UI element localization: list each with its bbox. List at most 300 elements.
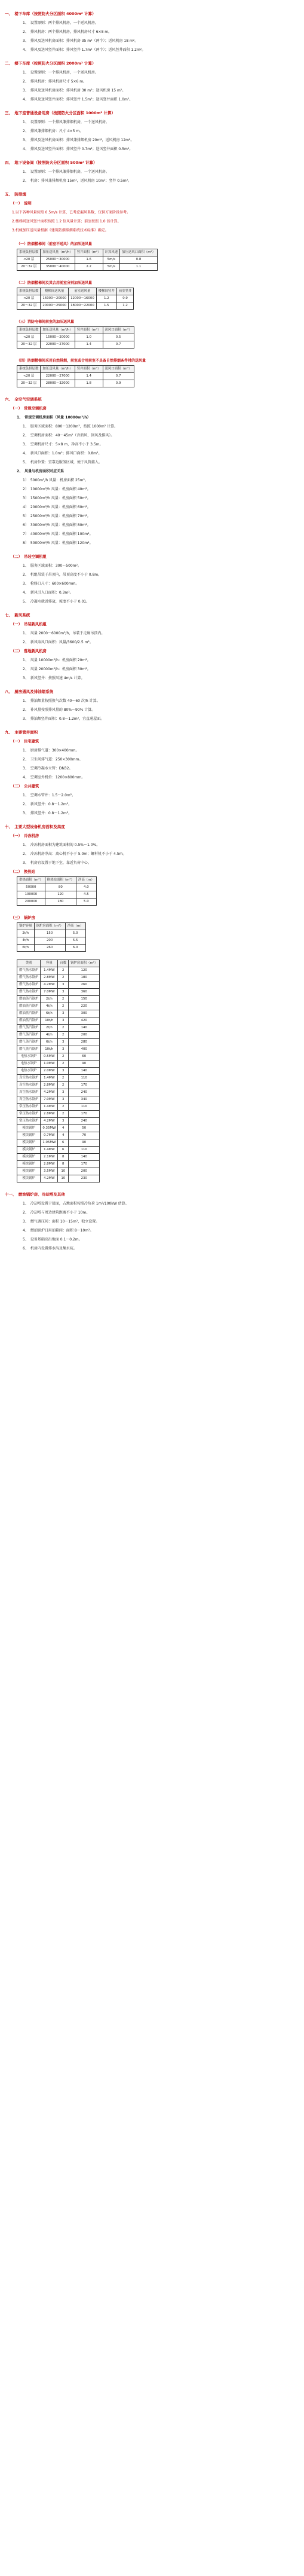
- table-header-cell: 供热面积（m²）: [17, 877, 45, 884]
- table-cell: 0.7: [103, 341, 134, 349]
- paragraph-line: 2、 空调机房面积：40～45m²（含新风、回风及排风）。: [23, 433, 115, 438]
- table-cell: 12000～16000: [69, 295, 97, 302]
- section-heading: 二、 楼下车库（按照防火分区面积 2000m² 计算）: [5, 61, 96, 66]
- table-row: [17, 884, 97, 891]
- table-row: [17, 1132, 100, 1139]
- table-cell: 260: [34, 945, 65, 952]
- table-cell: 4: [58, 1125, 69, 1132]
- paragraph-line: 3、 机房宜设置于地下室，靠近负荷中心。: [23, 861, 91, 865]
- table-cell: 1.4: [75, 373, 103, 380]
- table-cell: 燃气热水锅炉: [17, 982, 41, 989]
- table-header-row: [17, 327, 134, 334]
- paragraph-line: 1、 排油烟量按照换气次数 40～60 次/h 计算。: [23, 699, 100, 703]
- table-cell: 2: [58, 1082, 69, 1089]
- table-header-cell: 换热站面积（m²）: [45, 877, 76, 884]
- table-cell: 170: [69, 1082, 100, 1089]
- table-cell: 2: [58, 1003, 69, 1010]
- table-header-cell: 容量: [41, 960, 58, 967]
- table-cell: 25000～30000: [41, 256, 75, 264]
- table-header-cell: 系统负担层数: [17, 366, 41, 373]
- table-cell: 120: [69, 967, 100, 974]
- table-cell: 2: [58, 1075, 69, 1082]
- table-header-row: [17, 288, 134, 295]
- paragraph-line: 2、 排风机房：两个排风机房，排风机房尺寸 6×8 m。: [23, 30, 112, 34]
- section-heading: 一、 楼下车库（按照防火分区面积 4000m² 计算）: [5, 11, 96, 16]
- table-row: [17, 1089, 100, 1096]
- table-caption: （三）消防电梯间前室的加压送风量: [17, 320, 75, 324]
- table-cell: 燃气热水锅炉: [17, 974, 41, 982]
- table-cell: 4.2MW: [41, 982, 58, 989]
- table-row: [17, 302, 134, 310]
- table-row: [17, 899, 97, 906]
- table-cell: 8: [58, 1161, 69, 1168]
- table-cell: 28000～32000: [41, 380, 75, 387]
- table-cell: 50000: [17, 884, 45, 891]
- table-cell: 4t/h: [41, 1032, 58, 1039]
- table-row: [17, 264, 158, 271]
- table-cell: 10: [58, 1175, 69, 1182]
- table-cell: 模块锅炉: [17, 1161, 41, 1168]
- table-cell: 60: [69, 1053, 100, 1061]
- table-cell: 6t/h: [41, 1039, 58, 1046]
- table-cell: 360: [69, 989, 100, 996]
- table-header-cell: 竖井面积（m²）: [75, 249, 103, 256]
- table-cell: 90: [69, 1061, 100, 1068]
- table-row: [17, 937, 86, 945]
- table-header-row: [17, 960, 100, 967]
- table-cell: 2: [58, 974, 69, 982]
- table-cell: 6t/h: [41, 1010, 58, 1017]
- table-cell: 7.0MW: [41, 989, 58, 996]
- subsection-heading: （一） 冷冻机房: [11, 834, 39, 838]
- table-cell: 35000～40000: [41, 264, 75, 271]
- table-row: [17, 1154, 100, 1161]
- table-cell: 燃气蒸汽锅炉: [17, 1039, 41, 1046]
- table-cell: 3: [58, 1118, 69, 1125]
- table-cell: 0.8: [120, 256, 158, 264]
- table-cell: 140: [69, 1025, 100, 1032]
- table-header-row: [17, 923, 86, 930]
- table-cell: 2.1MW: [41, 1154, 58, 1161]
- table-cell: 模块锅炉: [17, 1132, 41, 1139]
- table-cell: 420: [69, 1017, 100, 1025]
- data-table: [17, 922, 86, 952]
- table-cell: 电热水锅炉: [17, 1061, 41, 1068]
- table-cell: 200: [69, 1032, 100, 1039]
- table-header-cell: 计算风速: [103, 249, 120, 256]
- table-cell: 400: [69, 1046, 100, 1053]
- table-cell: 20～32 层: [17, 380, 41, 387]
- table-cell: 180: [69, 974, 100, 982]
- table-cell: 200000: [17, 899, 45, 906]
- table-cell: 3: [58, 1039, 69, 1046]
- table-cell: 260: [69, 982, 100, 989]
- subsection-heading: （三） 锅炉房: [11, 916, 35, 920]
- paragraph-line: 1、 风量 10000m³/h：机房面积 20m²。: [23, 658, 91, 662]
- table-cell: 4.2MW: [41, 1118, 58, 1125]
- table-cell: 2t/h: [41, 996, 58, 1003]
- table-header-cell: 系统负担层数: [17, 249, 41, 256]
- table-t7: [17, 959, 100, 1182]
- table-cell: 5m/s: [103, 264, 120, 271]
- table-cell: 2: [58, 1104, 69, 1111]
- table-cell: 7.0MW: [41, 1096, 58, 1104]
- table-cell: 1.6: [75, 256, 103, 264]
- table-t6: [17, 922, 86, 952]
- table-cell: 模块锅炉: [17, 1154, 41, 1161]
- table-cell: 0.7MW: [41, 1132, 58, 1139]
- table-header-cell: 加压送风量（m³/h）: [41, 327, 75, 334]
- paragraph-line: 2、 新风竖井：0.8～1.2m²。: [23, 802, 72, 806]
- table-row: [17, 1039, 100, 1046]
- table-t1: [17, 249, 158, 271]
- table-cell: 2: [58, 1053, 69, 1061]
- table-cell: 3: [58, 1017, 69, 1025]
- table-cell: 50: [69, 1125, 100, 1132]
- table-header-cell: 类别: [17, 960, 41, 967]
- table-caption: （四）防烟楼梯间采用自然排烟，前室或合用前室不具备自然排烟条件时的送风量: [17, 359, 146, 363]
- section-heading: 十、 主要大型设备机房面积及高度: [5, 824, 65, 829]
- paragraph-line: 6） 30000m³/h 风量：机房面积 80m²。: [23, 523, 91, 527]
- table-row: [17, 982, 100, 989]
- table-row: [17, 1139, 100, 1147]
- section-heading: 三、 地下室普通设备用房（按照防火分区面积 1000m² 计算）: [5, 111, 115, 115]
- paragraph-line: 6、 机房内设置排水沟及集水坑。: [23, 1246, 77, 1251]
- note-line: 1.以下各种风量按照 0.5m/s 计算，已考虑漏风系数，仅供方案阶段参考。: [12, 210, 131, 215]
- table-cell: 1.05MW: [41, 1139, 58, 1147]
- table-cell: 3: [58, 1010, 69, 1017]
- table-cell: 280: [69, 1039, 100, 1046]
- table-cell: 18000～22000: [69, 302, 97, 310]
- table-cell: 10: [58, 1168, 69, 1175]
- table-header-cell: 楼梯间送风量: [41, 288, 69, 295]
- table-cell: 100000: [17, 891, 45, 899]
- table-cell: 3: [58, 1089, 69, 1096]
- subsection-heading: （一） 常规空调机房: [11, 407, 47, 411]
- table-row: [17, 1118, 100, 1125]
- paragraph-line: 2、 机组吊装于吊顶内，吊顶高度不小于 0.8m。: [23, 573, 102, 577]
- section-heading: 六、 全空气空调系统: [5, 397, 42, 402]
- paragraph-line: 4、 排风及送风竖井面积：排风竖井 1.5m²；送风竖井面积 1.0m²。: [23, 97, 133, 102]
- table-cell: 3: [58, 1068, 69, 1075]
- table-cell: 真空热水锅炉: [17, 1082, 41, 1089]
- sub-subsection-heading: 1、 常规空调机房面积（风量 10000m³/h）: [17, 415, 91, 420]
- table-cell: 模块锅炉: [17, 1139, 41, 1147]
- table-header-cell: 送风口面积（m²）: [103, 366, 134, 373]
- table-cell: <20 层: [17, 256, 41, 264]
- table-cell: 模块锅炉: [17, 1125, 41, 1132]
- table-row: [17, 930, 86, 937]
- table-cell: 6.0: [65, 945, 85, 952]
- table-cell: 110: [69, 1104, 100, 1111]
- table-cell: 燃油蒸汽锅炉: [17, 996, 41, 1003]
- table-header-row: [17, 877, 97, 884]
- table-cell: 3: [58, 1046, 69, 1053]
- table-cell: 1.0: [75, 334, 103, 341]
- table-cell: 230: [69, 1175, 100, 1182]
- paragraph-line: 3、 排风及送风机房面积：排风机房 35 m²（两个）；送风机房 18 m²。: [23, 39, 139, 43]
- table-cell: 真空热水锅炉: [17, 1075, 41, 1082]
- table-row: [17, 1046, 100, 1053]
- paragraph-line: 8） 50000m³/h 风量：机房面积 120m²。: [23, 541, 93, 545]
- table-row: [17, 1003, 100, 1010]
- table-cell: 5.0: [76, 899, 96, 906]
- paragraph-line: 3、 检修口尺寸：600×600mm。: [23, 582, 79, 586]
- table-cell: 模块锅炉: [17, 1175, 41, 1182]
- table-cell: 模块锅炉: [17, 1147, 41, 1154]
- table-cell: 140: [69, 1154, 100, 1161]
- table-cell: 2t/h: [17, 930, 35, 937]
- table-header-cell: 加压送风量（m³/h）: [41, 366, 75, 373]
- table-row: [17, 334, 134, 341]
- subsection-heading: （二） 换热站: [11, 870, 35, 874]
- paragraph-line: 2、 卫生间排气道：250×300mm。: [23, 757, 83, 762]
- table-row: [17, 1147, 100, 1154]
- table-header-cell: 送风口面积（m²）: [103, 327, 134, 334]
- table-row: [17, 1032, 100, 1039]
- table-cell: 300: [69, 1010, 100, 1017]
- table-cell: 0.9: [116, 295, 134, 302]
- table-cell: 90: [69, 1139, 100, 1147]
- data-table: [17, 876, 97, 906]
- table-cell: 8: [58, 1154, 69, 1161]
- table-cell: 20～32 层: [17, 264, 41, 271]
- table-header-cell: 锅炉房面积（m²）: [69, 960, 100, 967]
- table-cell: 2: [58, 1061, 69, 1068]
- table-header-cell: 加压送风量（m³/h）: [41, 249, 75, 256]
- table-cell: 2: [58, 1111, 69, 1118]
- table-cell: 150: [34, 930, 65, 937]
- table-cell: 3: [58, 982, 69, 989]
- paragraph-line: 2、 排风兼排烟机房：尺寸 4×5 m。: [23, 129, 84, 133]
- table-row: [17, 1068, 100, 1075]
- paragraph-line: 4、 燃油锅炉日用油箱间：面积 8～10m²。: [23, 1229, 94, 1233]
- paragraph-line: 1、 冷却塔设置于屋面，占地面积按照冷负荷 1m²/100kW 估算。: [23, 1202, 129, 1206]
- paragraph-line: 2、 机房：排风兼排烟机房 15m²，送风机房 10m²；竖井 0.5m²。: [23, 179, 132, 183]
- table-cell: 10t/h: [41, 1046, 58, 1053]
- table-row: [17, 1168, 100, 1175]
- table-row: [17, 967, 100, 974]
- table-header-cell: 前室送风量: [69, 288, 97, 295]
- table-cell: 22000～27000: [41, 341, 75, 349]
- table-header-cell: 系统负担层数: [17, 288, 41, 295]
- table-cell: 15000～20000: [41, 334, 75, 341]
- table-caption: （一）防烟楼梯间（前室不送风）的加压送风量: [17, 242, 93, 246]
- paragraph-line: 3、 新风竖井：按照风速 4m/s 计算。: [23, 676, 85, 680]
- subsection-heading: （二） 落地新风机房: [11, 649, 47, 653]
- table-cell: 180: [45, 899, 76, 906]
- paragraph-line: 4、 新风引入口面积：0.3m²。: [23, 591, 73, 595]
- table-cell: 5.0: [65, 930, 85, 937]
- paragraph-line: 1、 服务区域面积：300～500m²。: [23, 564, 81, 568]
- paragraph-line: 5、 机房位置：宜靠近服务区域，便于风管接入。: [23, 460, 102, 465]
- table-cell: 70: [69, 1132, 100, 1139]
- paragraph-line: 4、 排风及送风竖井面积：排风竖井 0.7m²；送风竖井面积 0.5m²。: [23, 147, 133, 151]
- table-cell: 燃油蒸汽锅炉: [17, 1010, 41, 1017]
- table-cell: 2: [58, 1032, 69, 1039]
- table-caption: （二）防烟楼梯间及其合用前室分别加压送风量: [17, 281, 93, 285]
- section-heading: 五、 防排烟: [5, 192, 26, 197]
- paragraph-line: 3、 空调机房尺寸：5×8 m，净高不小于 3.5m。: [23, 442, 103, 447]
- table-cell: 1.2: [116, 302, 134, 310]
- table-cell: 0.5MW: [41, 1053, 58, 1061]
- table-cell: 20000～25000: [41, 302, 69, 310]
- paragraph-line: 4、 新风口面积：1.0m²；排风口面积：0.8m²。: [23, 451, 102, 456]
- table-cell: 340: [69, 1096, 100, 1104]
- paragraph-line: 1、 服务区域面积：800～1200m²，按照 1000m² 计算。: [23, 424, 118, 429]
- table-cell: 170: [69, 1161, 100, 1168]
- table-cell: 5.5: [65, 937, 85, 945]
- paragraph-line: 4、 排风及送风竖井面积：排风竖井 1.7m²（两个）；送风竖井面积 1.2m²。: [23, 48, 146, 52]
- table-cell: 0.5: [103, 334, 134, 341]
- data-table: [17, 249, 158, 271]
- note-line: 2.楼梯间送风竖井面积按照 1.2 倍风量计算；前室按照 1.0 倍计算。: [12, 219, 121, 224]
- table-cell: 110: [69, 1147, 100, 1154]
- table-header-cell: 台数: [58, 960, 69, 967]
- table-cell: 4.2MW: [41, 1089, 58, 1096]
- paragraph-line: 1、 风量 2000～6000m³/h，吊装于走廊吊顶内。: [23, 631, 105, 635]
- table-cell: 燃气蒸汽锅炉: [17, 1025, 41, 1032]
- section-heading: 八、 厨房通风及排油烟系统: [5, 689, 54, 694]
- table-cell: 2.8MW: [41, 1161, 58, 1168]
- table-cell: 0.9: [103, 380, 134, 387]
- table-cell: 0.7: [103, 373, 134, 380]
- table-cell: 1.4MW: [41, 1075, 58, 1082]
- table-row: [17, 1125, 100, 1132]
- table-cell: 1.4MW: [41, 1104, 58, 1111]
- table-cell: 燃油蒸汽锅炉: [17, 1017, 41, 1025]
- table-row: [17, 1061, 100, 1068]
- paragraph-line: 5、 冷凝水就近排放，坡度不小于 0.01。: [23, 600, 90, 604]
- table-cell: 240: [69, 1118, 100, 1125]
- subsection-heading: （二） 吊装空调机组: [11, 555, 47, 559]
- table-t3: [17, 326, 134, 349]
- table-cell: 4t/h: [41, 1003, 58, 1010]
- section-heading: 十一、 燃油锅炉房、冷却塔及其他: [5, 1192, 65, 1197]
- paragraph-line: 1、 空调水管井：1.5～2.0m²。: [23, 793, 76, 797]
- table-cell: 6: [58, 1139, 69, 1147]
- table-cell: 燃气热水锅炉: [17, 989, 41, 996]
- table-row: [17, 1082, 100, 1089]
- paragraph-line: 3、 排风及送风机房面积：排风机房 30 m²；送风机房 15 m²。: [23, 88, 126, 93]
- paragraph-line: 3、 燃气调压间：面积 10～15m²，独立设置。: [23, 1220, 100, 1224]
- table-cell: 20～32 层: [17, 341, 41, 349]
- table-header-cell: 锅炉容量: [17, 923, 35, 930]
- table-cell: 1.4: [75, 341, 103, 349]
- subsection-heading: （一） 说明: [11, 201, 32, 206]
- paragraph-line: 2、 补风量按照排风量的 80%～90% 计算。: [23, 708, 96, 712]
- paragraph-line: 3、 空调冷凝水立管：DN32。: [23, 766, 73, 771]
- note-line: 3.机械加压送风量根据《建筑防烟排烟系统技术标准》确定。: [12, 228, 109, 233]
- table-header-cell: 加压送风口面积（m²）: [120, 249, 158, 256]
- table-t4: [17, 365, 134, 387]
- table-cell: 常压热水锅炉: [17, 1111, 41, 1118]
- table-cell: 200: [34, 937, 65, 945]
- table-cell: 200: [69, 1168, 100, 1175]
- table-cell: 140: [69, 1068, 100, 1075]
- table-header-cell: 楼梯间竖井: [96, 288, 116, 295]
- subsection-heading: （二） 公共建筑: [11, 784, 39, 789]
- table-header-cell: 前室竖井: [116, 288, 134, 295]
- table-cell: 燃气蒸汽锅炉: [17, 1046, 41, 1053]
- table-cell: 22000～27000: [41, 373, 75, 380]
- table-t2: [17, 288, 134, 310]
- table-cell: 3: [58, 1096, 69, 1104]
- data-table: [17, 288, 134, 310]
- table-cell: 3.5MW: [41, 1168, 58, 1175]
- table-cell: 2.2: [75, 264, 103, 271]
- table-row: [17, 295, 134, 302]
- table-row: [17, 996, 100, 1003]
- table-cell: 2.8MW: [41, 1111, 58, 1118]
- table-cell: 20～32 层: [17, 302, 41, 310]
- table-cell: 220: [69, 1003, 100, 1010]
- table-cell: 2.8MW: [41, 1082, 58, 1089]
- table-cell: 10t/h: [41, 1017, 58, 1025]
- section-heading: 七、 新风系统: [5, 613, 30, 618]
- table-row: [17, 945, 86, 952]
- table-row: [17, 1017, 100, 1025]
- table-cell: 4: [58, 1132, 69, 1139]
- table-cell: 2.0MW: [41, 1068, 58, 1075]
- table-row: [17, 1104, 100, 1111]
- table-cell: 燃油蒸汽锅炉: [17, 1003, 41, 1010]
- table-cell: 真空热水锅炉: [17, 1089, 41, 1096]
- table-cell: 模块锅炉: [17, 1168, 41, 1175]
- paragraph-line: 1、 厨房排气道：300×400mm。: [23, 748, 79, 753]
- table-cell: 2.8MW: [41, 974, 58, 982]
- table-header-cell: 系统负担层数: [17, 327, 41, 334]
- table-cell: 0.35MW: [41, 1125, 58, 1132]
- paragraph-line: 3、 排风竖井：0.8～1.2m²。: [23, 811, 72, 815]
- table-cell: 常压热水锅炉: [17, 1104, 41, 1111]
- paragraph-line: 2、 冷却塔与周边建筑距离不小于 10m。: [23, 1211, 90, 1215]
- table-header-cell: 锅炉房面积（m²）: [34, 923, 65, 930]
- table-cell: 16000～20000: [41, 295, 69, 302]
- table-cell: <20 层: [17, 373, 41, 380]
- table-cell: 2t/h: [41, 1025, 58, 1032]
- data-table: [17, 326, 134, 349]
- section-heading: 九、 主要管井面积: [5, 730, 38, 735]
- table-cell: 240: [69, 1089, 100, 1096]
- table-row: [17, 1010, 100, 1017]
- table-cell: 4.2MW: [41, 1175, 58, 1182]
- table-cell: 1.5: [96, 302, 116, 310]
- table-cell: 1.1: [120, 264, 158, 271]
- table-cell: 5m/s: [103, 256, 120, 264]
- table-header-cell: 竖井面积（m²）: [75, 327, 103, 334]
- table-cell: <20 层: [17, 295, 41, 302]
- table-row: [17, 1096, 100, 1104]
- table-row: [17, 373, 134, 380]
- table-cell: 1.0MW: [41, 1061, 58, 1068]
- data-table: [17, 365, 134, 387]
- table-cell: 170: [69, 1111, 100, 1118]
- table-cell: 2: [58, 967, 69, 974]
- table-cell: 4t/h: [17, 937, 35, 945]
- table-row: [17, 380, 134, 387]
- paragraph-line: 1） 5000m³/h 风量：机房面积 25m²。: [23, 478, 88, 482]
- paragraph-line: 2、 风量 20000m³/h：机房面积 30m²。: [23, 667, 91, 671]
- table-cell: 常压热水锅炉: [17, 1118, 41, 1125]
- table-row: [17, 1111, 100, 1118]
- table-cell: 2: [58, 996, 69, 1003]
- paragraph-line: 2、 冷冻机房净高：离心机不小于 5.0m；螺杆机不小于 4.5m。: [23, 852, 127, 856]
- paragraph-line: 1、 设置原则：一个排风兼排烟机房，一个送风机房。: [23, 120, 109, 124]
- table-cell: 燃气热水锅炉: [17, 967, 41, 974]
- table-cell: <20 层: [17, 334, 41, 341]
- paragraph-line: 2、 排风机房：排风机房尺寸 5×6 m。: [23, 80, 87, 84]
